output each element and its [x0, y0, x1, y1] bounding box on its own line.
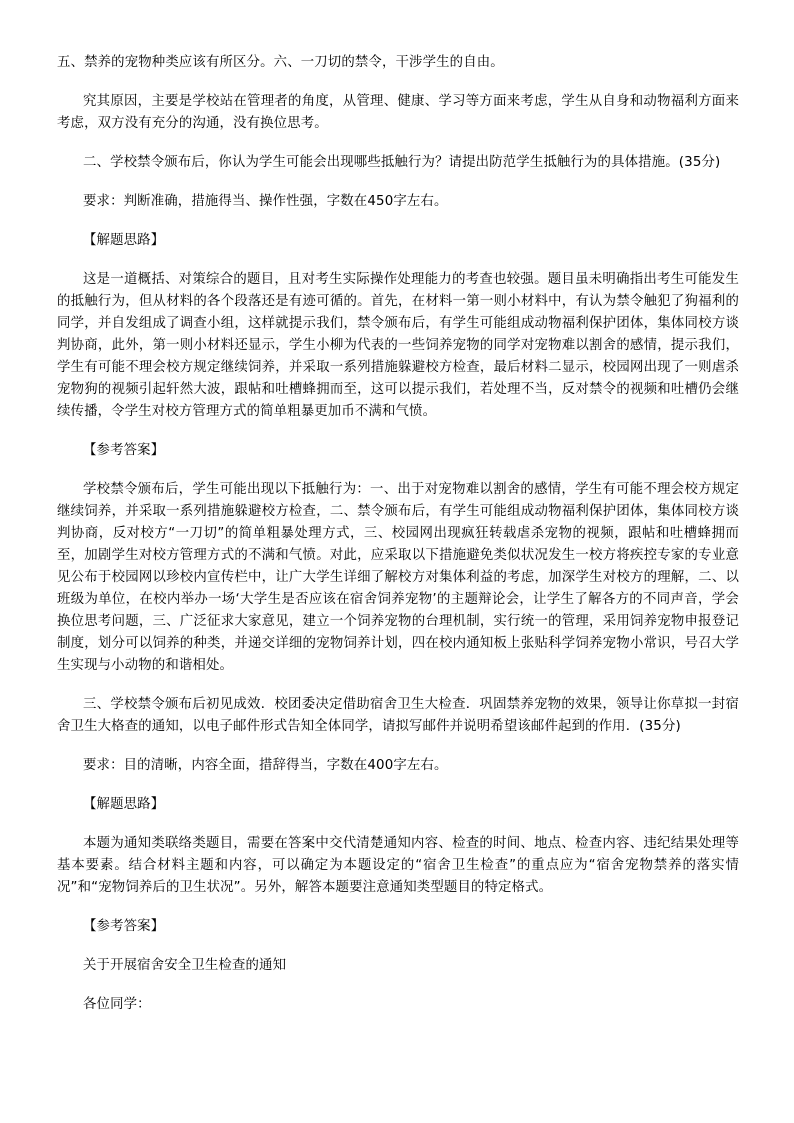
- section-heading: 【参考答案】: [83, 443, 165, 458]
- question-paragraph: 二、学校禁令颁布后，你认为学生可能会出现哪些抵触行为？请提出防范学生抵触行为的具体措施。(35分): [83, 155, 721, 170]
- section-heading: 【解题思路】: [83, 797, 165, 812]
- section-heading: 【参考答案】: [83, 919, 165, 934]
- notice-title: 关于开展宿舍安全卫生检查的通知: [83, 958, 287, 973]
- paragraph: 学校禁令颁布后，学生可能出现以下抵触行为：一、出于对宠物难以割舍的感情，学生有可能不理会校方规定继续饲养，并采取一系列措施躲避校方检查，二、禁令颁布后，有学生可能组成动物福利保护团体，集体同校方谈判协商，反对校方“一刀切”的简单粗暴处理方式，三、校园网出现疯狂转载虐杀宠物的视频，跟帖和吐槽蜂拥而至，加剧学生对校方管理方式的不满和气愤。对此，应采取以下措施避免类似状况发生一校方将疾控专家的专业意见公布于校园网以珍校内宣传栏中，让广大学生详细了解校方对集体利益的考虑，加深学生对校方的理解，二、以班级为单位，在校内举办一场‘大学生是否应该在宿舍饲养宠物’的主题辩论会，让学生了解各方的不同声音，学会换位思考问题，三、广泛征求大家意见，建立一个饲养宠物的台理机制，实行统一的管理，采用饲养宠物申报登记制度，划分可以饲养的种类，并递交详细的宠物饲养计划，四在校内通知板上张贴科学饲养宠物小常识，号召大学生实现与小动物的和谐相处。: [57, 482, 739, 673]
- section-heading: 【解题思路】: [83, 233, 165, 248]
- paragraph: 本题为通知类联络类题目，需要在答案中交代清楚通知内容、检查的时间、地点、检查内容、违纪结果处理等基本要素。结合材料主题和内容，可以确定为本题设定的“宿舍卫生检查”的重点应为“宿舍宠物禁养的落实情况”和“宠物饲养后的卫生状况”。另外，解答本题要注意通知类型题目的特定格式。: [57, 836, 739, 895]
- paragraph: 究其原因，主要是学校站在管理者的角度，从管理、健康、学习等方面来考虑，学生从自身和动物福利方面来考虑，双方没有充分的沟通，没有换位思考。: [57, 94, 739, 131]
- requirement-paragraph: 要求：判断准确，措施得当、操作性强，字数在450字左右。: [83, 194, 448, 209]
- requirement-paragraph: 要求：目的清晰，内容全面，措辞得当，字数在400字左右。: [83, 758, 448, 773]
- salutation: 各位同学：: [83, 997, 151, 1012]
- document-page: [57, 52, 739, 1033]
- paragraph: 这是一道概括、对策综合的题目，且对考生实际操作处理能力的考查也较强。题目虽未明确指出考生可能发生的抵触行为，但从材料的各个段落还是有迹可循的。首先，在材料一第一则小材料中，有认为禁令触犯了狗福利的同学，并自发组成了调查小组，这样就提示我们，禁令颁布后，有学生可能组成动物福利保护团体，集体同校方谈判协商，此外，第一则小材料还显示，学生小柳为代表的一些饲养宠物的同学对宠物难以割舍的感情，提示我们，学生有可能不理会校方规定继续饲养，并采取一系列措施躲避校方检查，最后材料二显示，校园网出现了一则虐杀宠物狗的视频引起轩然大波，跟帖和吐槽蜂拥而至，这可以提示我们，若处理不当，反对禁令的视频和吐槽仍会继续传播，令学生对校方管理方式的简单粗暴更加币不满和气愤。: [57, 272, 739, 419]
- question-paragraph: 三、学校禁令颁布后初见成效．校团委决定借助宿舍卫生大检查．巩固禁养宠物的效果，领导让你草拟一封宿舍卫生大格查的通知，以电子邮件形式告知全体同学，请拟写邮件并说明希望该邮件起到的作用．(35分): [57, 697, 739, 734]
- paragraph: 五、禁养的宠物种类应该有所区分。六、一刀切的禁令，干涉学生的自由。: [57, 55, 504, 70]
